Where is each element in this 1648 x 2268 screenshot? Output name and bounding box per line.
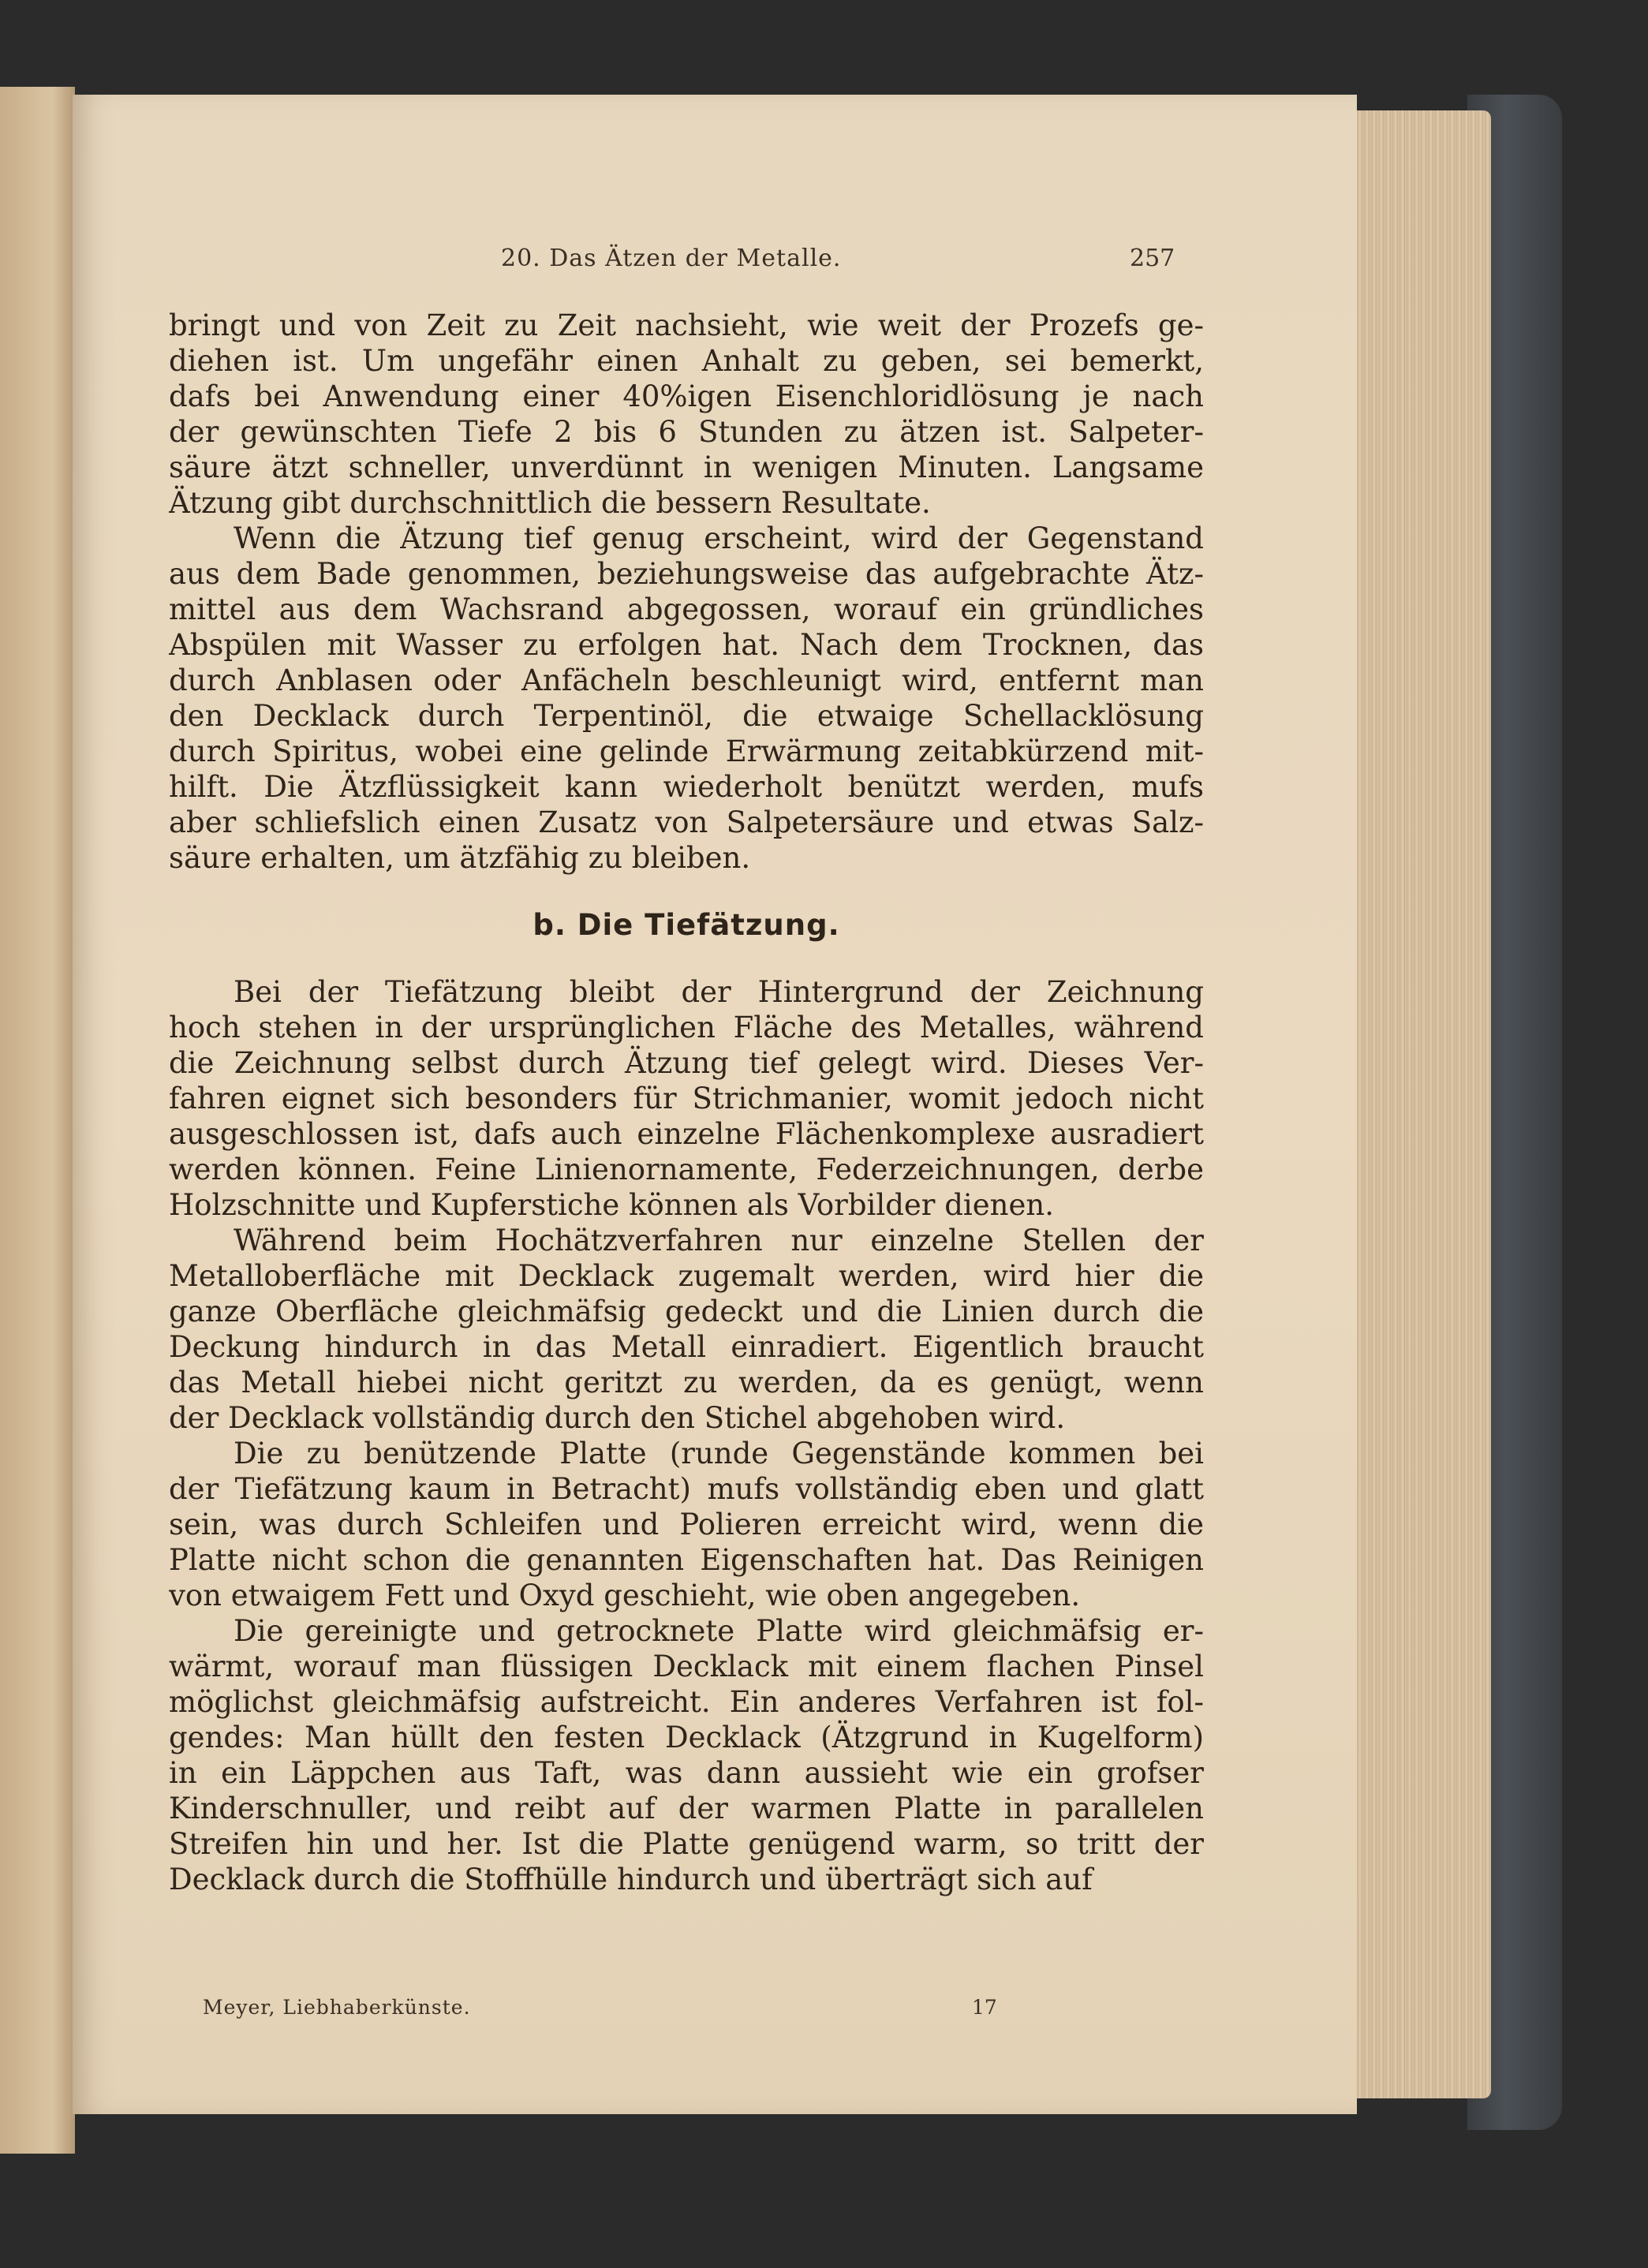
text-line: säure erhalten, um ätzfähig zu bleiben. xyxy=(169,841,751,875)
body-text xyxy=(169,308,1204,1897)
text-line: das Metall hiebei nicht geritzt zu werden, da es genügt, wenn xyxy=(169,1366,1204,1399)
running-header xyxy=(73,245,1357,292)
paragraph xyxy=(169,974,1204,1223)
paragraph xyxy=(169,1613,1204,1897)
signature-number: 17 xyxy=(972,1996,997,2019)
paragraph xyxy=(169,1436,1204,1613)
text-line: der gewünschten Tiefe 2 bis 6 Stunden zu ätzen ist. Salpeter- xyxy=(169,415,1204,449)
text-line: die Zeichnung selbst durch Ätzung tief gelegt wird. Dieses Ver- xyxy=(169,1046,1204,1080)
text-line: Streifen hin und her. Ist die Platte genügend warm, so tritt der xyxy=(169,1827,1204,1861)
text-line: Kinderschnuller, und reibt auf der warmen Platte in parallelen xyxy=(169,1792,1204,1825)
text-line: bringt und von Zeit zu Zeit nachsieht, wie weit der Prozefs ge- xyxy=(169,308,1204,342)
paragraph xyxy=(169,521,1204,876)
text-line: der Tiefätzung kaum in Betracht) mufs vollständig eben und glatt xyxy=(169,1472,1204,1506)
text-line: dafs bei Anwendung einer 40%igen Eisenchloridlösung je nach xyxy=(169,379,1204,413)
text-line: durch Spiritus, wobei eine gelinde Erwärmung zeitabkürzend mit- xyxy=(169,734,1204,768)
text-line: Decklack durch die Stoffhülle hindurch und überträgt sich auf xyxy=(169,1863,1093,1896)
text-line: von etwaigem Fett und Oxyd geschieht, wie oben angegeben. xyxy=(169,1579,1081,1612)
text-line: hoch stehen in der ursprünglichen Fläche des Metalles, während xyxy=(169,1011,1204,1044)
paragraph xyxy=(169,308,1204,521)
text-line: sein, was durch Schleifen und Polieren erreicht wird, wenn die xyxy=(169,1508,1204,1541)
section-heading: b. Die Tiefätzung. xyxy=(533,908,840,942)
text-line: säure ätzt schneller, unverdünnt in wenigen Minuten. Langsame xyxy=(169,450,1204,484)
text-line: ganze Oberfläche gleichmäfsig gedeckt und die Linien durch die xyxy=(169,1295,1204,1328)
text-line: diehen ist. Um ungefähr einen Anhalt zu geben, sei bemerkt, xyxy=(169,344,1204,378)
text-line: Abspülen mit Wasser zu erfolgen hat. Nach dem Trocknen, das xyxy=(169,628,1204,662)
page-number: 257 xyxy=(1130,245,1175,272)
page-stack-edge xyxy=(1341,110,1491,2098)
text-line: wärmt, worauf man flüssigen Decklack mit einem flachen Pinsel xyxy=(169,1650,1204,1683)
chapter-title: 20. Das Ätzen der Metalle. xyxy=(501,245,842,272)
text-line: aber schliefslich einen Zusatz von Salpetersäure und etwas Salz- xyxy=(169,805,1204,839)
text-line: ausgeschlossen ist, dafs auch einzelne Flächenkomplexe ausradiert xyxy=(169,1117,1204,1151)
text-line: aus dem Bade genommen, beziehungsweise das aufgebrachte Ätz- xyxy=(169,557,1204,591)
text-line: Wenn die Ätzung tief genug erscheint, wird der Gegenstand xyxy=(234,521,1204,555)
text-line: Deckung hindurch in das Metall einradiert. Eigentlich braucht xyxy=(169,1330,1204,1364)
text-line: Ätzung gibt durchschnittlich die bessern Resultate. xyxy=(169,486,931,520)
text-line: mittel aus dem Wachsrand abgegossen, worauf ein gründliches xyxy=(169,592,1204,626)
text-line: durch Anblasen oder Anfächeln beschleunigt wird, entfernt man xyxy=(169,663,1204,697)
text-line: in ein Läppchen aus Taft, was dann aussieht wie ein grofser xyxy=(169,1756,1204,1790)
text-line: fahren eignet sich besonders für Strichmanier, womit jedoch nicht xyxy=(169,1082,1204,1115)
text-line: werden können. Feine Linienornamente, Federzeichnungen, derbe xyxy=(169,1153,1204,1186)
paragraph xyxy=(169,1223,1204,1436)
text-line: Die gereinigte und getrocknete Platte wird gleichmäfsig er- xyxy=(234,1614,1204,1648)
text-line: Holzschnitte und Kupferstiche können als Vorbilder dienen. xyxy=(169,1188,1054,1222)
footer-signature: Meyer, Liebhaberkünste. xyxy=(203,1996,471,2019)
text-line: der Decklack vollständig durch den Stichel abgehoben wird. xyxy=(169,1401,1066,1435)
text-line: hilft. Die Ätzflüssigkeit kann wiederholt benützt werden, mufs xyxy=(169,770,1204,804)
page-footer xyxy=(73,1996,1357,2027)
left-page-edge xyxy=(0,87,75,2154)
text-line: Metalloberfläche mit Decklack zugemalt werden, wird hier die xyxy=(169,1259,1204,1293)
text-line: Platte nicht schon die genannten Eigenschaften hat. Das Reinigen xyxy=(169,1543,1204,1577)
text-line: gendes: Man hüllt den festen Decklack (Ätzgrund in Kugelform) xyxy=(169,1721,1204,1754)
text-line: Die zu benützende Platte (runde Gegenstände kommen bei xyxy=(234,1437,1204,1470)
text-line: Während beim Hochätzverfahren nur einzelne Stellen der xyxy=(234,1224,1204,1257)
text-line: möglichst gleichmäfsig aufstreicht. Ein anderes Verfahren ist fol- xyxy=(169,1685,1204,1719)
text-line: Bei der Tiefätzung bleibt der Hintergrund der Zeichnung xyxy=(234,975,1204,1009)
text-line: den Decklack durch Terpentinöl, die etwaige Schellacklösung xyxy=(169,699,1204,733)
book-page xyxy=(73,95,1357,2114)
